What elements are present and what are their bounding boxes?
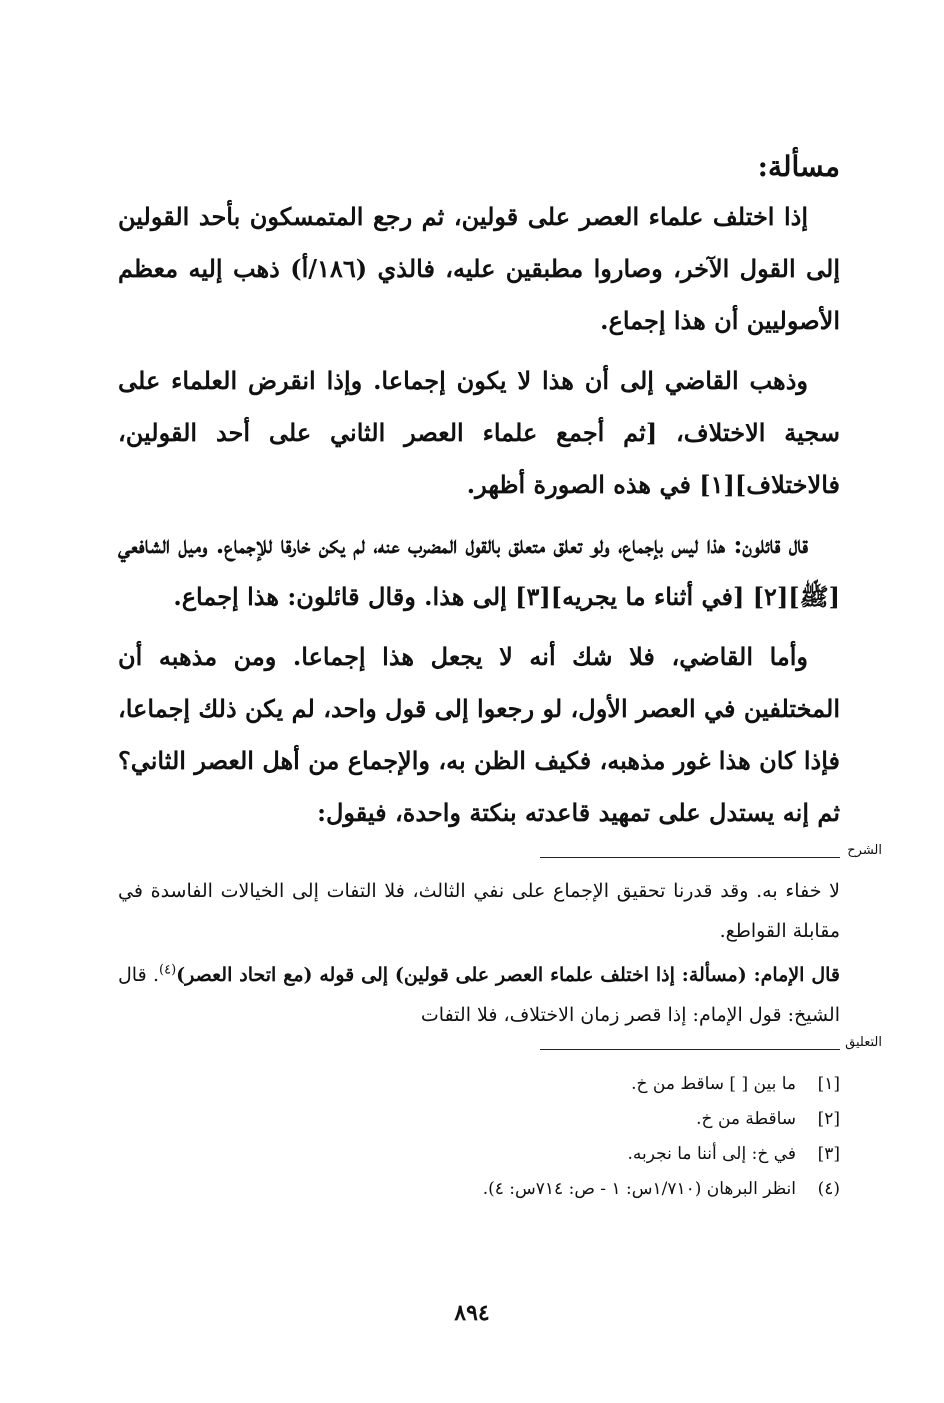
footnote-item [118, 1067, 840, 1102]
taliq-divider [118, 1035, 882, 1063]
quoted-text: قال الإمام: (مسألة: إذا اختلف علماء العصر على قولين) إلى قوله (مع اتحاد العصر) [176, 964, 840, 986]
page-number: ٨٩٤ [454, 1300, 490, 1326]
footnote-text: انظر البرهان (١/٧١٠س: ١ - ص: ٧١٤س: ٤). [482, 1179, 796, 1199]
page [118, 150, 882, 1207]
footnote-number: [٣] [817, 1144, 840, 1164]
footnote-number: [٢] [817, 1109, 840, 1129]
main-paragraph-2: وذهب القاضي إلى أن هذا لا يكون إجماعا. وإذا انقرض العلماء على سجية الاختلاف، [ثم أجمع علماء العصر الثاني على أحد القولين، فالاختلاف][١] في هذه الصورة أظهر. [118, 366, 840, 499]
footnotes [118, 1067, 840, 1207]
commentary-paragraph-2 [118, 955, 840, 1035]
commentary [118, 871, 840, 1035]
footnote-item [118, 1172, 840, 1207]
footnote-text: ما بين [ ] ساقط من خ. [631, 1074, 796, 1094]
footnote-text: ساقطة من خ. [696, 1109, 796, 1129]
sharh-divider [118, 843, 882, 871]
main-paragraph-3: قال قائلون: هذا ليس بإجماع، ولو تعلق متعلق بالقول المضرب عنه، لم يكن خارقا للإجماع. وميل الشافعي [ﷺ][٢] [في أثناء ما يجريه][٣] إلى هذا. وقال قائلون: هذا إجماع. [118, 530, 840, 611]
footnote-number: (٤) [817, 1179, 840, 1199]
footnote-number: [١] [817, 1074, 840, 1094]
main-paragraph-4: وأما القاضي، فلا شك أنه لا يجعل هذا إجماعا. ومن مذهبه أن المختلفين في العصر الأول، لو رجعوا إلى قول واحد، لم يكن ذلك إجماعا، فإذا كان هذا غور مذهبه، فكيف الظن به، والإجماع من أهل العصر الثاني؟ ثم إنه يستدل على تمهيد قاعدته بنكتة واحدة، فيقول: [118, 642, 840, 827]
main-paragraph-1: إذا اختلف علماء العصر على قولين، ثم رجع المتمسكون بأحد القولين إلى القول الآخر، وصاروا مطبقين عليه، فالذي (١٨٦/أ) ذهب إليه معظم الأصوليين أن هذا إجماع. [118, 202, 840, 335]
commentary-paragraph-1: لا خفاء به. وقد قدرنا تحقيق الإجماع على نفي الثالث، فلا التفات إلى الخيالات الفاسدة في مقابلة القواطع. [118, 880, 840, 942]
footnote-text: في خ: إلى أننا ما نجربه. [627, 1144, 796, 1164]
section-heading: مسألة: [757, 150, 840, 183]
divider-line [540, 857, 840, 858]
divider-line [540, 1049, 840, 1050]
footnote-item [118, 1137, 840, 1172]
footnote-item [118, 1102, 840, 1137]
commentary-text: . قال الشيخ: قول الإمام: إذا قصر زمان الاختلاف، فلا التفات [118, 964, 840, 1026]
taliq-label: التعليق [845, 1035, 882, 1050]
footnote-ref: (٤) [159, 962, 177, 978]
sharh-label: الشرح [847, 843, 882, 858]
main-text [118, 191, 840, 839]
